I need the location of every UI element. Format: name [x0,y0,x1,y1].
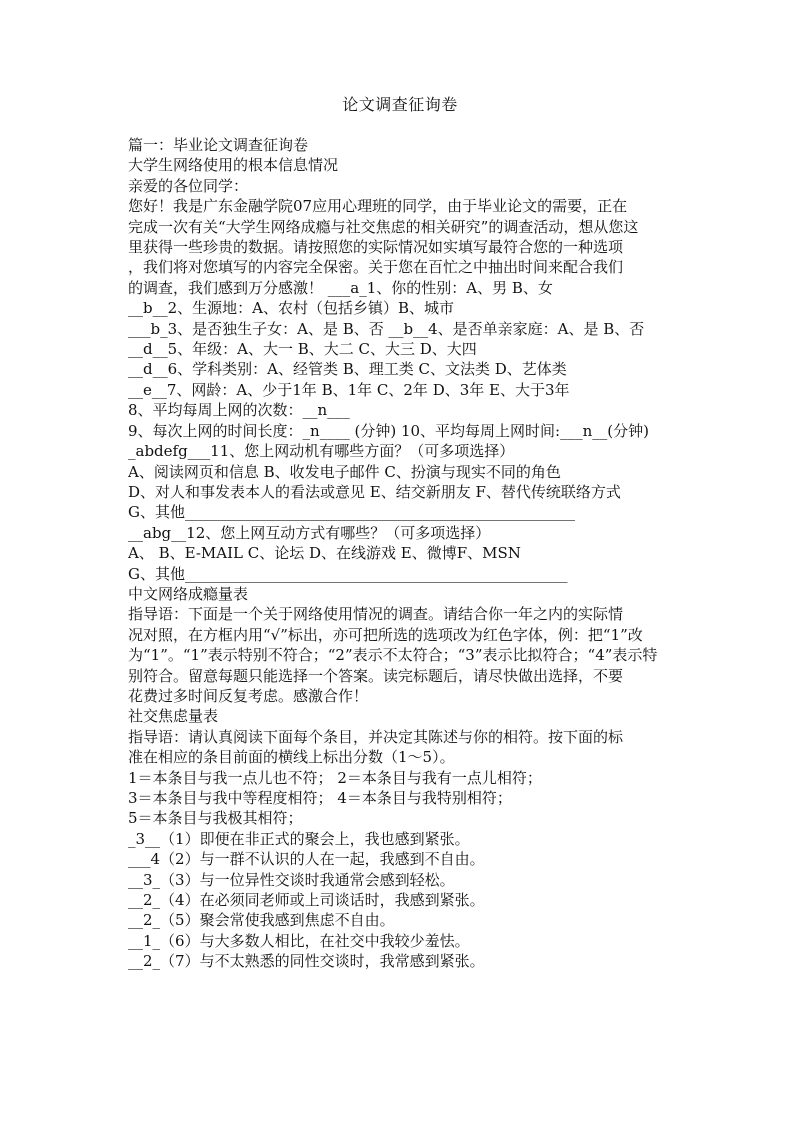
text-line: 里获得一些珍贵的数据。请按照您的实际情况如实填写最符合您的一种选项 [128,238,624,257]
text-line: 准在相应的条目前面的横线上标出分数（1～5）。 [128,748,455,767]
text-line: 为“1”。“1”表示特别不符合；“2”表示不太符合；“3”表示比拟符合；“4”表示特 [128,646,658,665]
text-line: 亲爱的各位同学： [128,176,249,195]
document-body [128,135,688,972]
text-line: __2_（5）聚会常使我感到焦虑不自由。 [128,911,395,930]
text-line: 大学生网络使用的根本信息情况 [128,156,339,175]
text-line: __e__7、网龄：A、少于1年 B、1年 C、2年 D、3年 E、大于3年 [128,380,570,399]
text-line: __2_（7）与不太熟悉的同性交谈时，我常感到紧张。 [128,952,485,971]
text-line: D、对人和事发表本人的看法或意见 E、结交新朋友 F、替代传统联络方式 [128,482,621,501]
text-line: 花费过多时间反复考虑。感激合作！ [128,686,369,705]
page-title: 论文调查征询卷 [342,95,458,114]
text-line: 社交焦虑量表 [128,707,219,726]
text-line: __1_（6）与大多数人相比，在社交中我较少羞怯。 [128,931,470,950]
text-line: __b__2、生源地：A、农村（包括乡镇）B、城市 [128,299,455,318]
text-line: A、 B、E-MAIL C、论坛 D、在线游戏 E、微博F、MSN [128,544,521,563]
text-line: 3＝本条目与我中等程度相符； 4＝本条目与我特别相符； [128,789,512,807]
text-line: _3__（1）即便在非正式的聚会上，我也感到紧张。 [128,829,470,848]
text-line: 8、平均每周上网的次数：__n___ [128,401,350,420]
text-line: 9、每次上网的时间长度：_n____ (分钟) 10、平均每周上网时间:___n__(分钟) [128,421,649,440]
text-line: 指导语：下面是一个关于网络使用情况的调查。请结合你一年之内的实际情 [128,605,624,624]
text-line: 您好！我是广东金融学院07应用心理班的同学，由于毕业论文的需要，正在 [128,197,628,216]
text-line: ，我们将对您填写的内容完全保密。关于您在百忙之中抽出时间来配合我们 [128,258,624,277]
text-line: 篇一：毕业论文调查征询卷 [128,136,309,154]
text-line: 完成一次有关“大学生网络成瘾与社交焦虑的相关研究”的调查活动，想从您这 [128,217,639,236]
text-line: _abdefg___11、您上网动机有哪些方面？（可多项选择） [128,442,515,461]
text-line: 别符合。留意每题只能选择一个答案。读完标题后，请尽快做出选择，不要 [128,666,624,685]
text-line: __abg__12、您上网互动方式有哪些？（可多项选择） [128,523,491,542]
text-line: 况对照，在方框内用“√”标出，亦可把所选的选项改为红色字体，例：把“1”改 [128,625,643,644]
text-line: 指导语：请认真阅读下面每个条目，并决定其陈述与你的相符。按下面的标 [128,727,624,746]
text-line: G、其他____________________________________________________ [128,503,575,522]
text-line: __d__6、学科类别：A、经管类 B、理工类 C、文法类 D、艺体类 [128,360,567,379]
text-line: G、其他___________________________________________________ [128,564,568,583]
text-line: __2_（4）在必须同老师或上司谈话时，我感到紧张。 [128,891,485,910]
text-line: ___b_3、是否独生子女：A、是 B、否 __b__4、是否单亲家庭：A、是 B、否 [128,319,645,338]
text-line: 1＝本条目与我一点儿也不符； 2＝本条目与我有一点儿相符； [128,768,542,787]
text-line: __3_（3）与一位异性交谈时我通常会感到轻松。 [128,870,455,889]
text-line: 5＝本条目与我极其相符； [128,809,303,828]
text-line: 的调查，我们感到万分感激！ ___a_1、你的性别：A、男 B、女 [128,278,553,297]
text-line: __d__5、年级：A、大一 B、大二 C、大三 D、大四 [128,340,477,359]
text-line: 中文网络成瘾量表 [128,584,249,603]
text-line: A、阅读网页和信息 B、收发电子邮件 C、扮演与现实不同的角色 [128,462,561,481]
text-line: ___4（2）与一群不认识的人在一起，我感到不自由。 [128,850,485,869]
